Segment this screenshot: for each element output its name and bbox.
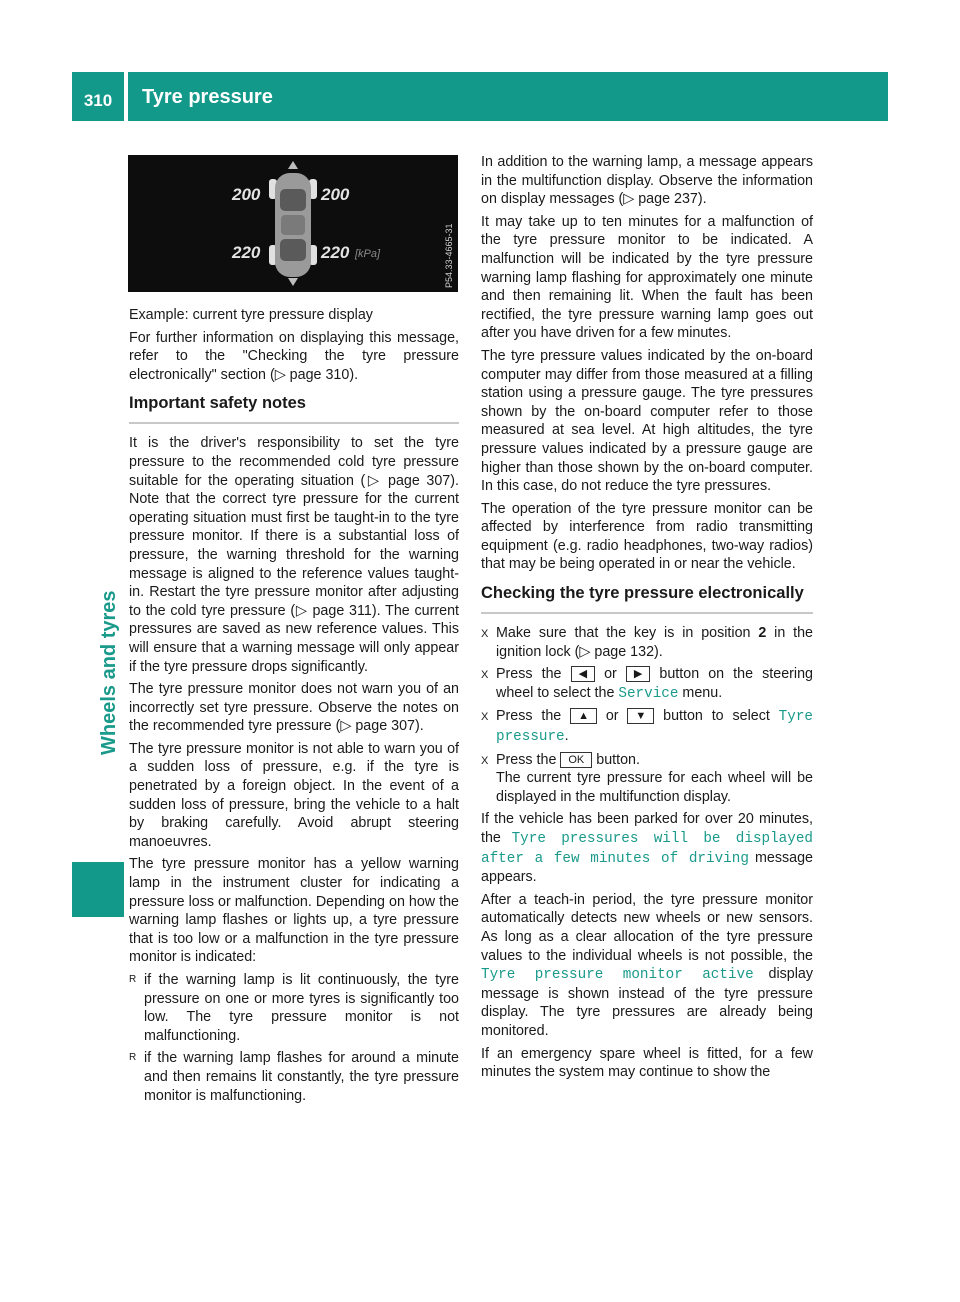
list-item xyxy=(481,707,813,746)
step-text: Make sure that the key is in position xyxy=(496,625,759,642)
display-message-monitor-active: Tyre pressure monitor active xyxy=(481,967,754,984)
car-top-view-icon xyxy=(128,155,458,292)
step-text: Press the xyxy=(496,708,571,725)
step-text: Press the xyxy=(496,666,571,683)
right-paragraph-1: In addition to the warning lamp, a message appears in the multifunction display. Observe the information on display messages (▷ page 237). xyxy=(481,154,813,208)
step-text: button to select xyxy=(654,708,779,725)
step-mark: X xyxy=(481,669,489,682)
step-text: or xyxy=(597,708,628,725)
front-right-pressure: 200 xyxy=(321,185,350,204)
bullet-text: if the warning lamp is lit continuously, the tyre pressure on one or more tyres is significantly too low. The tyre pressure monitor is not malfunctioning. xyxy=(144,972,459,1044)
paragraph-text: display message is shown instead of the tyre pressure display. The tyre pressures are already being monitored. xyxy=(481,966,813,1039)
bullet-mark: R xyxy=(129,974,137,985)
paragraph-text: message appears. xyxy=(481,849,814,886)
up-arrow-icon: ▲ xyxy=(570,708,597,724)
pressure-unit: [kPa] xyxy=(355,248,381,260)
side-tab-marker xyxy=(72,862,124,917)
list-item xyxy=(129,1049,459,1105)
safety-paragraph-1: It is the driver's responsibility to set the tyre pressure to the recommended cold tyre pressure suitable for the operating situation (▷ page 307). Note that the correct tyre pressure for the current operating situation must first be taught-in to the tyre pressure monitor. If there is a substantial loss of pressure, the warning threshold for the warning message is aligned to the reference values taught-in. Restart the tyre pressure monitor after adjusting to the cold tyre pressure (▷ page 311). The current pressures are saved as new reference values. This will ensure that a warning message will only appear if the tyre pressure drops significantly. xyxy=(129,435,459,675)
display-text-service: Service xyxy=(618,685,679,702)
step-mark: X xyxy=(481,711,489,724)
display-message-pressures-displayed: Tyre pressures will be displayed after a few minutes of driving xyxy=(481,831,813,867)
bullet-text: if the warning lamp flashes for around a minute and then remains lit constantly, the tyre pressure monitor is malfunctioning. xyxy=(144,1050,459,1104)
step-mark: X xyxy=(481,754,489,767)
right-paragraph-4: The operation of the tyre pressure monitor can be affected by interference from radio transmitting equipment (e.g. radio headphones, two-way radios) that may be being operated in or near the vehicle. xyxy=(481,500,813,573)
step-text: in the ignition lock (▷ page 132). xyxy=(496,625,813,660)
page-title: Tyre pressure xyxy=(142,86,273,108)
step-text: Press the xyxy=(496,751,561,768)
ok-button-icon: OK xyxy=(560,752,592,768)
step-text: button. xyxy=(592,751,640,768)
paragraph-text: If the vehicle has been parked for over 20 minutes, the xyxy=(481,811,813,846)
step-text: button on the steering wheel to select the xyxy=(496,666,813,701)
left-arrow-icon: ◀ xyxy=(571,666,595,682)
paragraph-text: After a teach-in period, the tyre pressure monitor automatically detects new wheels or new sensors. As long as a clear allocation of the tyre pressure values to the individual wheels is not possible, the xyxy=(481,891,813,964)
list-item xyxy=(129,971,459,1045)
teach-in-paragraph xyxy=(481,891,813,1041)
spare-wheel-paragraph: If an emergency spare wheel is fitted, for a few minutes the system may continue to show the xyxy=(481,1045,813,1081)
section-side-title: Wheels and tyres xyxy=(98,590,120,755)
section-heading-checking: Checking the tyre pressure electronically xyxy=(481,582,813,614)
step-text: . xyxy=(564,728,569,745)
safety-paragraph-4: The tyre pressure monitor has a yellow warning lamp in the instrument cluster for indicating a pressure loss or malfunction. Depending on how the warning lamp flashes or lights up, a tyre pressure that is too low or a malfunction in the tyre pressure monitor is indicated: xyxy=(129,856,459,966)
step-mark: X xyxy=(481,628,489,641)
figure-caption: Example: current tyre pressure display xyxy=(129,307,373,323)
list-item xyxy=(481,665,813,703)
safety-paragraph-2: The tyre pressure monitor does not warn you of an incorrectly set tyre pressure. Observe the notes on the recommended tyre pressure (▷ page 307). xyxy=(129,681,459,735)
step-result: The current tyre pressure for each wheel will be displayed in the multifunction display. xyxy=(496,770,813,805)
display-text-tyre-pressure: Tyre pressure xyxy=(496,709,813,746)
list-item xyxy=(481,751,813,807)
left-column xyxy=(129,306,459,1109)
intro-paragraph: For further information on displaying this message, refer to the "Checking the tyre pressure electronically" section (▷ page 310). xyxy=(129,329,459,383)
right-paragraph-3: The tyre pressure values indicated by the on-board computer may differ from those measured at a filling station using a pressure gauge. The tyre pressures shown by the on-board computer refer to those measured at sea level. At high altitudes, the tyre pressure values indicated by a pressure gauge are higher than those shown by the on-board computer. In this case, do not reduce the tyre pressures. xyxy=(481,347,813,495)
step-text: menu. xyxy=(678,684,723,701)
image-code: P54.33-4665-31 xyxy=(444,223,454,288)
step-text: or xyxy=(595,666,626,683)
tyre-pressure-display-image xyxy=(128,155,458,292)
rear-right-pressure: 220 xyxy=(321,243,350,262)
right-column xyxy=(481,153,813,1086)
page-number: 310 xyxy=(72,72,124,121)
right-paragraph-2: It may take up to ten minutes for a malfunction of the tyre pressure monitor to be indicated. A malfunction will be indicated by the tyre pressure warning lamp flashing for approximately one minute and then remaining lit. When the fault has been rectified, the tyre pressure warning lamp goes out after you have driven for a few minutes. xyxy=(481,213,813,342)
key-position: 2 xyxy=(758,625,767,642)
front-left-pressure: 200 xyxy=(232,185,261,204)
section-heading-safety: Important safety notes xyxy=(129,392,459,424)
down-arrow-icon: ▼ xyxy=(627,708,654,724)
parked-paragraph xyxy=(481,810,813,886)
safety-paragraph-3: The tyre pressure monitor is not able to warn you of a sudden loss of pressure, e.g. if the tyre is penetrated by a foreign object. In the event of a sudden loss of pressure, bring the vehicle to a halt by braking carefully. Avoid abrupt steering manoeuvres. xyxy=(129,740,459,850)
bullet-mark: R xyxy=(129,1052,137,1064)
list-item xyxy=(481,624,813,661)
rear-left-pressure: 220 xyxy=(232,243,261,262)
right-arrow-icon: ▶ xyxy=(626,666,650,682)
